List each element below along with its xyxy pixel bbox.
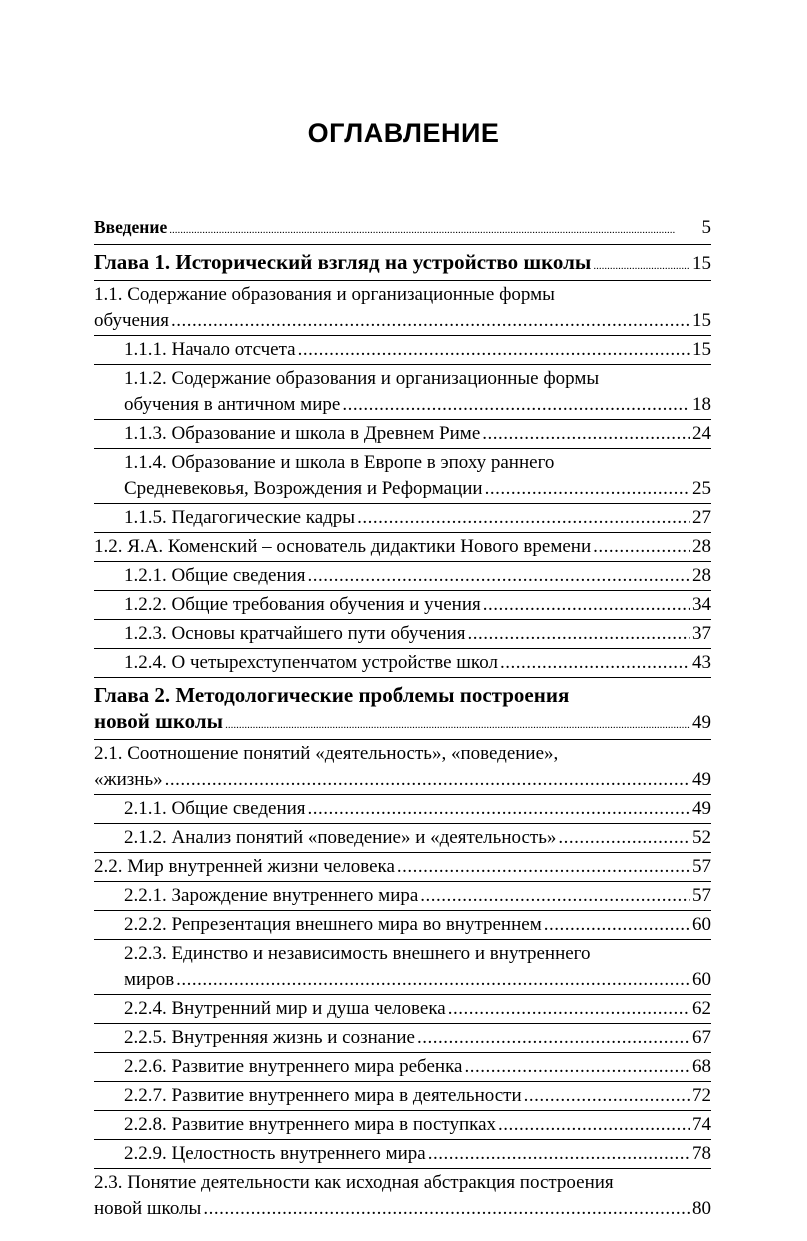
toc-entry-title: Введение (94, 217, 168, 237)
toc-entry-1-1-4[interactable] (94, 450, 711, 504)
toc-entry-1-2-1[interactable] (94, 563, 711, 591)
toc-entry-title: 2.2.8. Развитие внутреннего мира в поступках (124, 1114, 497, 1135)
dot-leader (171, 308, 690, 334)
toc-entry-title: 1.1.1. Начало отсчета (124, 339, 296, 360)
dot-leader (308, 796, 690, 822)
dot-leader (420, 883, 690, 909)
dot-leader (225, 712, 690, 738)
toc-entry-title: обучения в античном мире (124, 394, 341, 415)
dot-leader (464, 1054, 690, 1080)
toc-entry-title-line-1: 2.2.3. Единство и независимость внешнего и внутреннего (124, 943, 591, 964)
toc-entry-1-1-2[interactable] (94, 366, 711, 420)
toc-entry-title: 1.2.1. Общие сведения (124, 565, 306, 586)
toc-entry-title-line-1: Глава 2. Методологические проблемы построения (94, 683, 570, 707)
toc-entry-title: 1.2. Я.А. Коменский – основатель дидактики Нового времени (94, 536, 592, 557)
toc-entry-2-1[interactable] (94, 741, 711, 795)
toc-entry-title: Средневековья, Возрождения и Реформации (124, 478, 483, 499)
toc-entry-title: 2.2. Мир внутренней жизни человека (94, 856, 395, 877)
dot-leader (448, 996, 690, 1022)
toc-page-number: 62 (692, 998, 711, 1019)
dot-leader (544, 912, 690, 938)
table-of-contents (94, 214, 711, 1224)
toc-page-number: 72 (692, 1085, 711, 1106)
toc-page-number: 74 (692, 1114, 711, 1135)
toc-entry-2-2-1[interactable] (94, 883, 711, 911)
toc-page-number: 15 (692, 253, 711, 274)
dot-leader (357, 505, 690, 531)
toc-page-number: 57 (692, 885, 711, 906)
toc-page-number: 15 (692, 310, 711, 331)
dot-leader (482, 421, 690, 447)
toc-entry-2-2-8[interactable] (94, 1112, 711, 1140)
toc-entry-1-2-2[interactable] (94, 592, 711, 620)
dot-leader (524, 1083, 690, 1109)
toc-entry-1-1-3[interactable] (94, 421, 711, 449)
toc-page-number: 78 (692, 1143, 711, 1164)
toc-entry-1-2[interactable] (94, 534, 711, 562)
toc-entry-title-line-1: 1.1.4. Образование и школа в Европе в эпоху раннего (124, 452, 555, 473)
toc-entry-title: новой школы (94, 709, 224, 733)
toc-entry-2-2-9[interactable] (94, 1141, 711, 1169)
toc-page-number: 80 (692, 1198, 711, 1219)
dot-leader (342, 392, 690, 418)
toc-page-number: 49 (692, 769, 711, 790)
toc-entry-title: 2.1.1. Общие сведения (124, 798, 306, 819)
toc-entry-introduction[interactable] (94, 214, 711, 245)
dot-leader (298, 337, 690, 363)
toc-entry-title: 1.2.2. Общие требования обучения и учения (124, 594, 481, 615)
toc-entry-title: 2.2.1. Зарождение внутреннего мира (124, 885, 419, 906)
dot-leader (593, 253, 690, 279)
toc-entry-1-2-4[interactable] (94, 650, 711, 678)
toc-page-number: 27 (692, 507, 711, 528)
toc-page-number: 18 (692, 394, 711, 415)
toc-entry-title: 1.2.3. Основы кратчайшего пути обучения (124, 623, 466, 644)
dot-leader (558, 825, 690, 851)
toc-entry-title: 1.1.3. Образование и школа в Древнем Риме (124, 423, 481, 444)
toc-page-number: 60 (692, 914, 711, 935)
toc-page-number: 28 (692, 565, 711, 586)
toc-entry-2-3[interactable] (94, 1170, 711, 1223)
toc-entry-title: 2.2.6. Развитие внутреннего мира ребенка (124, 1056, 463, 1077)
toc-entry-title: 2.2.9. Целостность внутреннего мира (124, 1143, 426, 1164)
toc-entry-title: 2.2.2. Репрезентация внешнего мира во внутреннем (124, 914, 542, 935)
toc-entry-title: миров (124, 969, 175, 990)
toc-page-number: 24 (692, 423, 711, 444)
toc-entry-2-2-5[interactable] (94, 1025, 711, 1053)
toc-entry-title: новой школы (94, 1198, 202, 1219)
toc-page-number: 37 (692, 623, 711, 644)
toc-entry-2-1-2[interactable] (94, 825, 711, 853)
toc-entry-title: 2.2.7. Развитие внутреннего мира в деятельности (124, 1085, 522, 1106)
dot-leader (483, 592, 690, 618)
toc-page-number: 43 (692, 652, 711, 673)
toc-page-number: 57 (692, 856, 711, 877)
toc-page-number: 5 (701, 217, 711, 238)
toc-entry-2-2-2[interactable] (94, 912, 711, 940)
dot-leader (467, 621, 690, 647)
toc-page-number: 49 (692, 798, 711, 819)
dot-leader (203, 1196, 690, 1222)
dot-leader (428, 1141, 690, 1167)
toc-entry-title-line-1: 2.1. Соотношение понятий «деятельность», «поведение», (94, 743, 559, 764)
toc-entry-title-line-1: 2.3. Понятие деятельности как исходная абстракция построения (94, 1172, 614, 1193)
dot-leader (169, 217, 699, 243)
toc-entry-title: 2.1.2. Анализ понятий «поведение» и «деятельность» (124, 827, 557, 848)
toc-entry-title: обучения (94, 310, 170, 331)
toc-entry-2-2-7[interactable] (94, 1083, 711, 1111)
toc-page-number: 49 (692, 712, 711, 733)
toc-page-number: 52 (692, 827, 711, 848)
dot-leader (417, 1025, 690, 1051)
toc-entry-2-2-3[interactable] (94, 941, 711, 995)
toc-entry-2-2-4[interactable] (94, 996, 711, 1024)
toc-entry-title: 2.2.4. Внутренний мир и душа человека (124, 998, 446, 1019)
toc-page-number: 68 (692, 1056, 711, 1077)
toc-entry-2-2-6[interactable] (94, 1054, 711, 1082)
toc-entry-title: «жизнь» (94, 769, 163, 790)
toc-entry-2-1-1[interactable] (94, 796, 711, 824)
toc-page-number: 28 (692, 536, 711, 557)
toc-entry-2-2[interactable] (94, 854, 711, 882)
toc-entry-title: 2.2.5. Внутренняя жизнь и сознание (124, 1027, 415, 1048)
toc-page-number: 15 (692, 339, 711, 360)
dot-leader (500, 650, 690, 676)
toc-entry-chapter-1[interactable] (94, 247, 711, 281)
dot-leader (593, 534, 690, 560)
toc-page-number: 34 (692, 594, 711, 615)
toc-entry-chapter-2[interactable] (94, 680, 711, 740)
dot-leader (485, 476, 690, 502)
toc-entry-title: 1.1.5. Педагогические кадры (124, 507, 356, 528)
toc-page-number: 67 (692, 1027, 711, 1048)
dot-leader (397, 854, 690, 880)
toc-entry-title-line-1: 1.1.2. Содержание образования и организационные формы (124, 368, 600, 389)
toc-entry-title-line-1: 1.1. Содержание образования и организационные формы (94, 284, 555, 305)
toc-entry-1-1-1[interactable] (94, 337, 711, 365)
toc-entry-title: Глава 1. Исторический взгляд на устройство школы (94, 250, 592, 274)
page-title: ОГЛАВЛЕНИЕ (307, 118, 500, 148)
toc-page-number: 60 (692, 969, 711, 990)
toc-entry-1-1[interactable] (94, 282, 711, 336)
dot-leader (498, 1112, 690, 1138)
dot-leader (308, 563, 690, 589)
toc-page-number: 25 (692, 478, 711, 499)
toc-entry-title: 1.2.4. О четырехступенчатом устройстве школ (124, 652, 498, 673)
dot-leader (165, 767, 690, 793)
toc-entry-1-2-3[interactable] (94, 621, 711, 649)
toc-entry-1-1-5[interactable] (94, 505, 711, 533)
dot-leader (176, 967, 690, 993)
